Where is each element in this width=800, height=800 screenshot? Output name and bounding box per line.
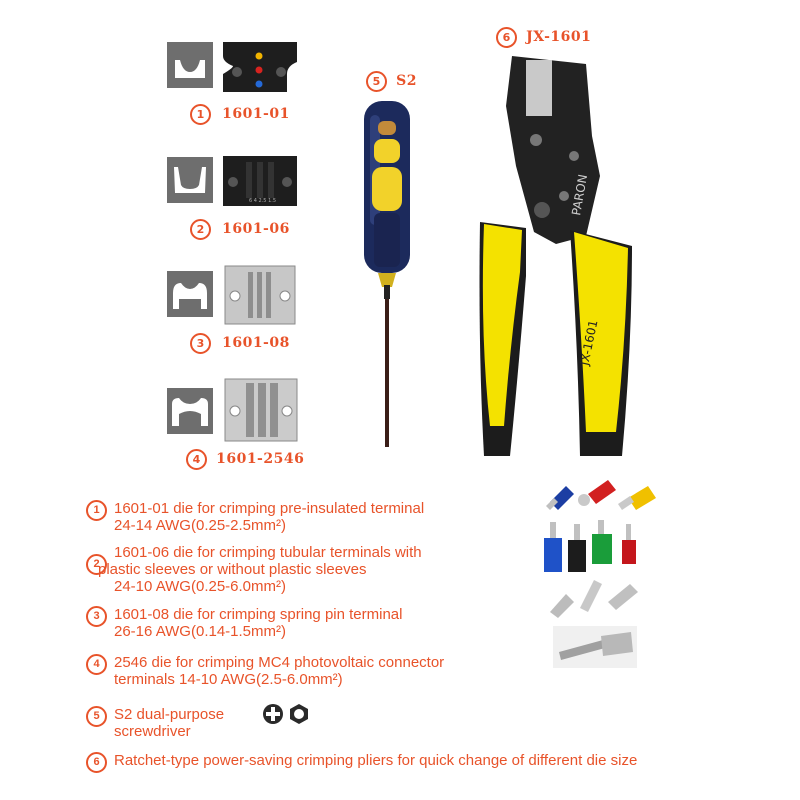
description-number-1: 1	[86, 500, 107, 521]
pliers-image	[470, 46, 650, 466]
description-3-line-2: 26-16 AWG(0.14-1.5mm²)	[114, 623, 286, 640]
hex-bit-icon	[288, 703, 310, 729]
die-label-2: 1601-06	[222, 221, 290, 237]
die-number-2: 2	[190, 219, 211, 240]
die-caption-2	[190, 218, 290, 240]
description-3	[86, 606, 646, 646]
description-2-line-1: 1601-06 die for crimping tubular terminals with	[114, 544, 422, 561]
die-profile-1	[167, 42, 213, 92]
description-6	[86, 752, 720, 774]
die-label-3: 1601-08	[222, 335, 290, 351]
die-profile-3	[167, 271, 213, 321]
die-caption-3	[190, 332, 290, 354]
screwdriver-caption	[366, 70, 417, 92]
screwdriver-label: S2	[396, 73, 417, 89]
die-number-4: 4	[186, 449, 207, 470]
description-4-line-2: terminals 14-10 AWG(2.5-6.0mm²)	[114, 671, 343, 688]
pliers-number: 6	[496, 27, 517, 48]
die-profile-icon-1	[167, 42, 213, 88]
die-number-3: 3	[190, 333, 211, 354]
screwdriver-number: 5	[366, 71, 387, 92]
description-1	[86, 500, 646, 540]
die-profile-icon-4	[167, 388, 213, 434]
die-caption-1	[190, 103, 290, 125]
phillips-bit-icon	[262, 703, 284, 729]
die-profile-icon-3	[167, 271, 213, 317]
pliers-brand: PARON	[569, 173, 591, 217]
description-number-2: 2	[86, 554, 107, 575]
description-4	[86, 654, 646, 694]
svg-text:6 4 2.5 1.5: 6 4 2.5 1.5	[249, 198, 277, 204]
description-3-line-1: 1601-08 die for crimping spring pin terminal	[114, 606, 403, 623]
die-label-1: 1601-01	[222, 106, 290, 122]
die-profile-4	[167, 388, 213, 438]
description-5-line-2: screwdriver	[114, 723, 191, 740]
die-image-1	[219, 36, 301, 102]
die-image-3	[219, 262, 301, 332]
description-1-line-2: 24-14 AWG(0.25-2.5mm²)	[114, 517, 286, 534]
description-1-line-1: 1601-01 die for crimping pre-insulated terminal	[114, 500, 425, 517]
pliers-label: JX-1601	[526, 29, 592, 45]
die-profile-2	[167, 157, 213, 207]
die-profile-icon-2	[167, 157, 213, 203]
description-6-line-1: Ratchet-type power-saving crimping pliers for quick change of different die size	[114, 752, 638, 769]
pliers-model: JX-1601	[577, 318, 601, 367]
description-number-4: 4	[86, 654, 107, 675]
description-4-line-1: 2546 die for crimping MC4 photovoltaic connector	[114, 654, 445, 671]
description-number-5: 5	[86, 706, 107, 727]
description-2-line-3: 24-10 AWG(0.25-6.0mm²)	[114, 578, 286, 595]
die-number-1: 1	[190, 104, 211, 125]
description-number-3: 3	[86, 606, 107, 627]
description-number-6: 6	[86, 752, 107, 773]
description-2-line-2: plastic sleeves or without plastic sleeves	[98, 561, 367, 578]
screwdriver-image	[354, 95, 424, 459]
die-image-4	[219, 375, 303, 449]
description-2	[86, 544, 646, 602]
die-caption-4	[186, 448, 304, 470]
die-image-2	[219, 150, 301, 216]
pliers-caption	[496, 26, 591, 48]
die-label-4: 1601-2546	[216, 451, 305, 467]
description-5-line-1: S2 dual-purpose	[114, 706, 225, 723]
